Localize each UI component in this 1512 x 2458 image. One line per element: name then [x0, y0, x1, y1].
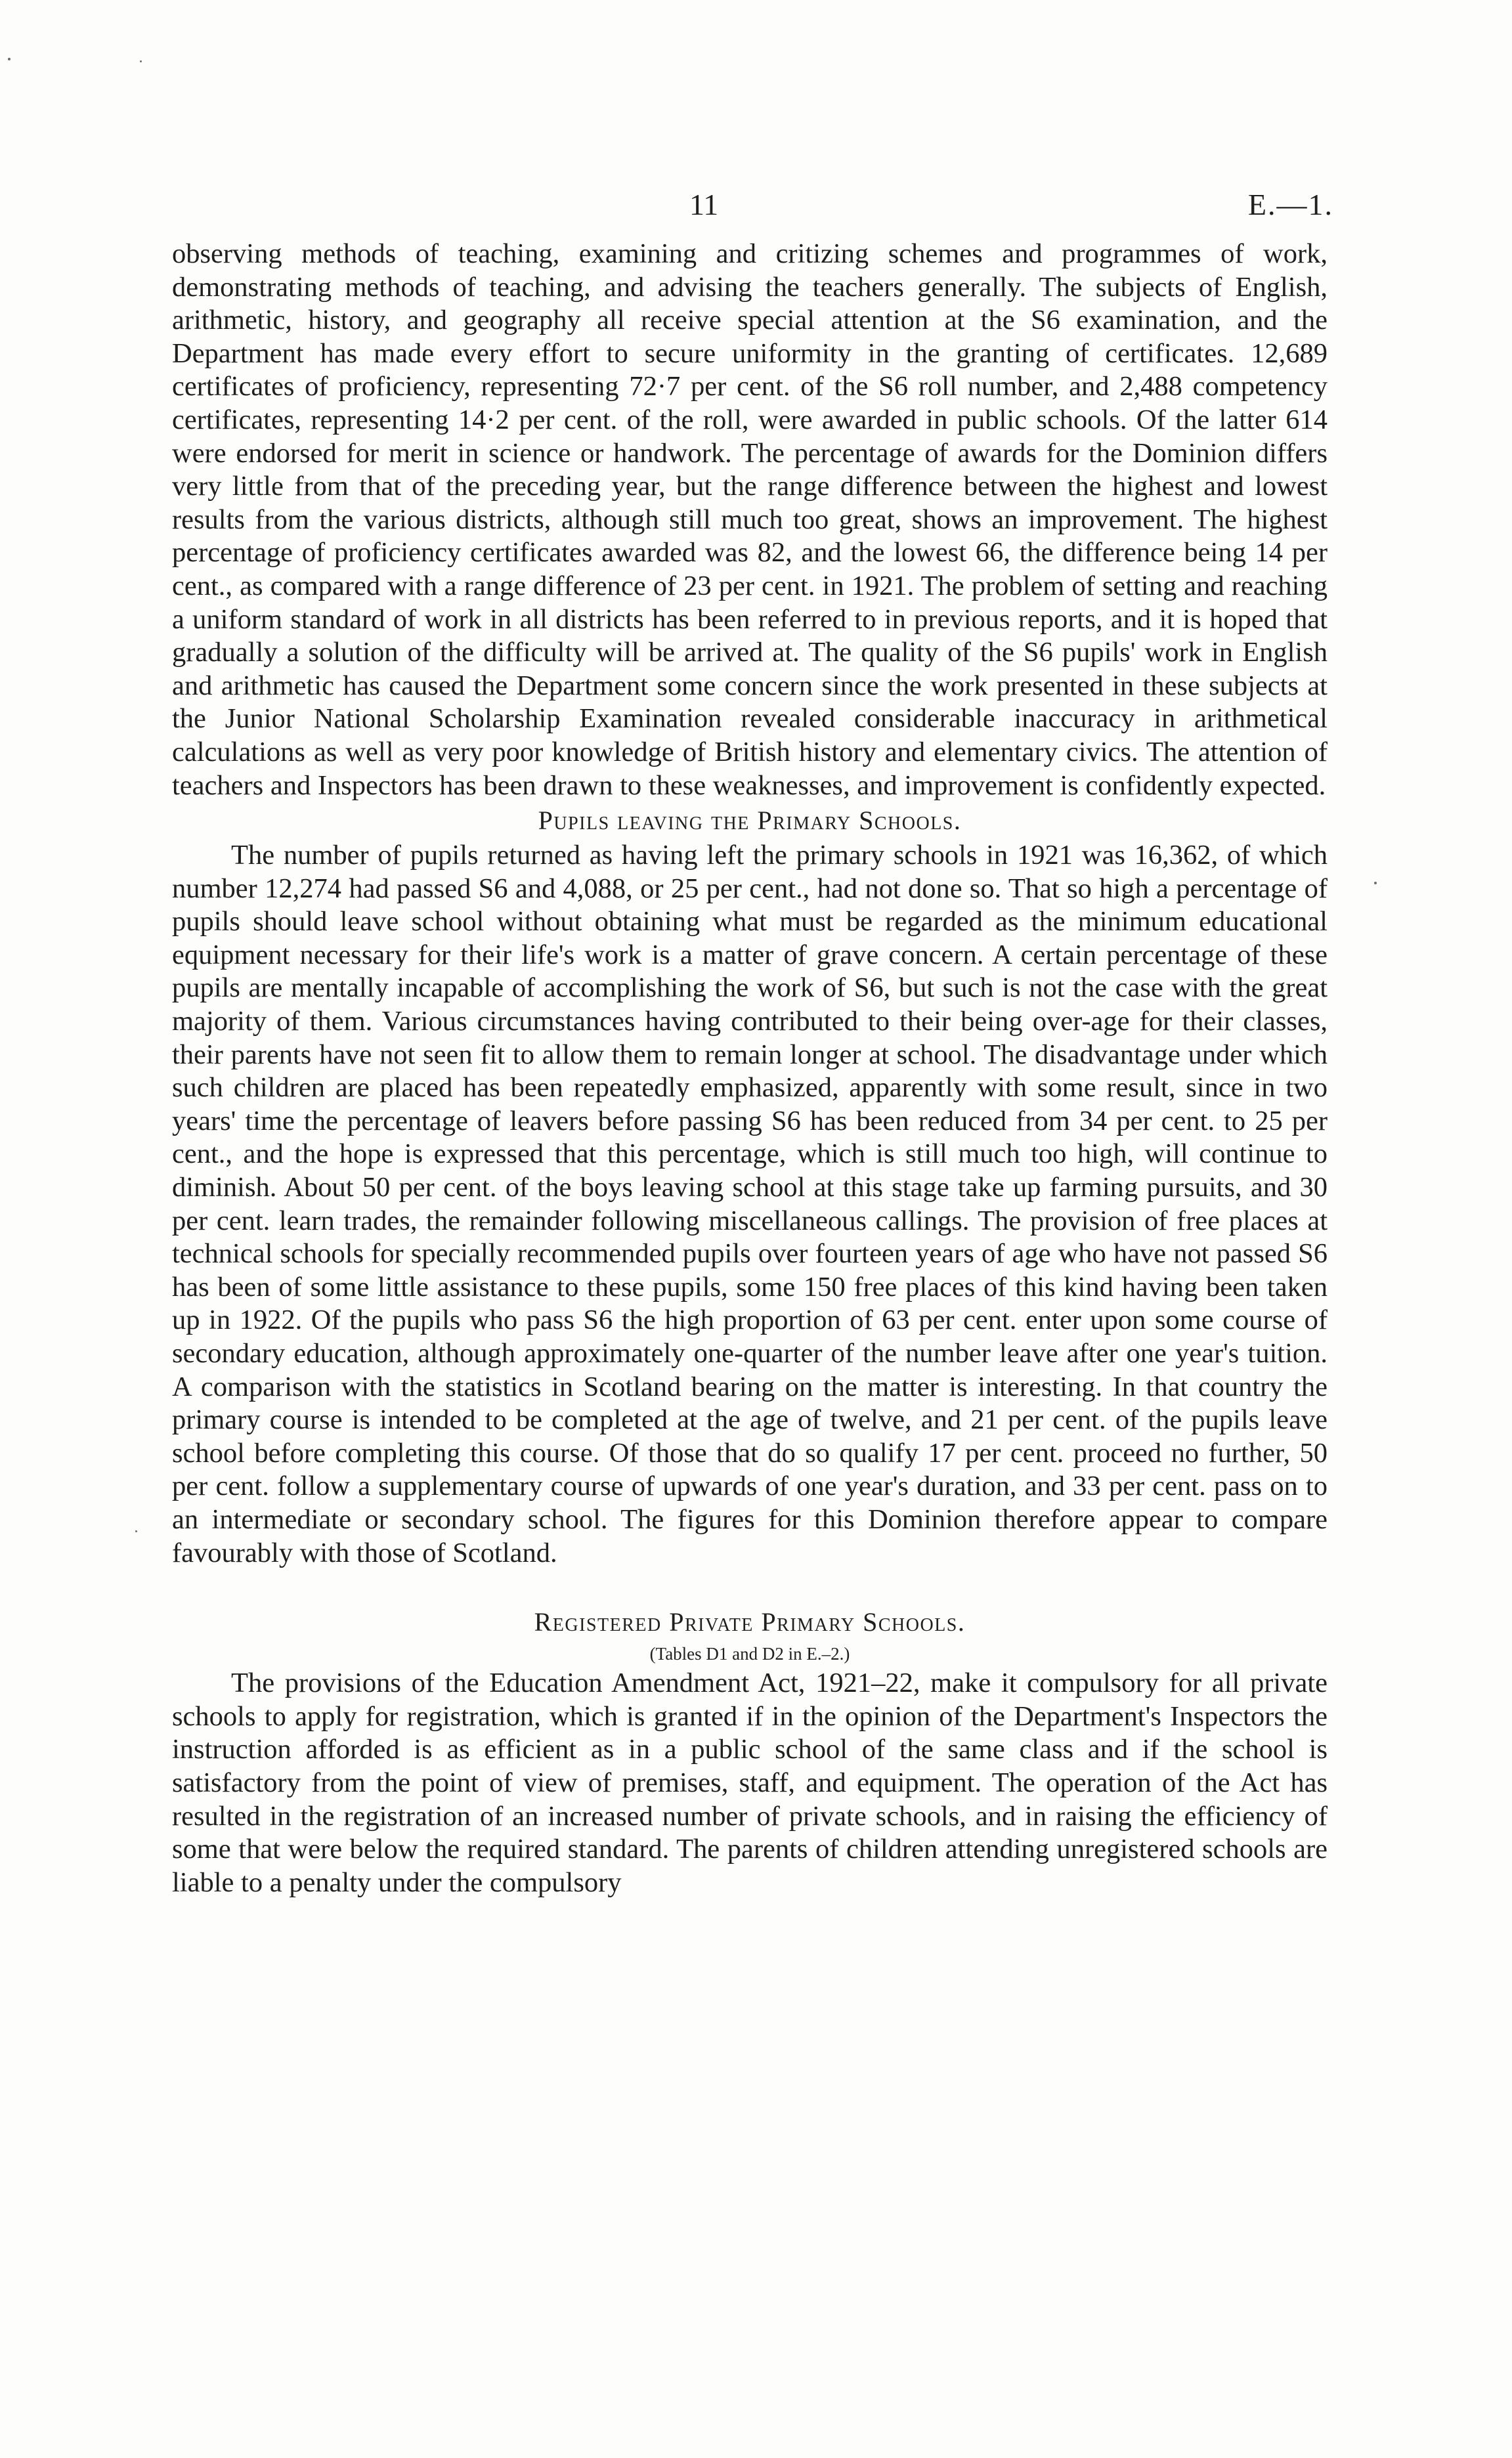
print-speck: [8, 58, 11, 60]
section-heading-pupils-leaving: Pupils leaving the Primary Schools.: [538, 806, 962, 836]
section-table-reference: (Tables D1 and D2 in E.–2.): [649, 1644, 850, 1664]
section-heading-registered-private: Registered Private Primary Schools.: [534, 1607, 966, 1637]
paragraph-continued: observing methods of teaching, examining and critizing schemes and programmes of work, demonstrating methods of teaching, and advising the teachers generally. The subjects of English, arithmetic, history, and geography all receive special attention at the S6 examination, and the Department has made every effort to secure uniformity in the granting of certificates. 12,689 certificates of proficiency, representing 72·7 per cent. of the S6 roll number, and 2,488 competency certificates, representing 14·2 per cent. of the roll, were awarded in public schools. Of the latter 614 were endorsed for merit in science or handwork. The percentage of awards for the Dominion differs very little from that of the preceding year, but the range difference between the highest and lowest results from the various districts, although still much too great, shows an improvement. The highest percentage of proficiency certificates awarded was 82, and the lowest 66, the difference being 14 per cent., as compared with a range difference of 23 per cent. in 1921. The problem of setting and reaching a uniform standard of work in all districts has been referred to in previous reports, and it is hoped that gradually a solution of the difficulty will be arrived at. The quality of the S6 pupils' work in English and arithmetic has caused the Department some concern since the work presented in these subjects at the Junior National Scholarship Examination revealed considerable inaccuracy in arithmetical calculations as well as very poor knowledge of British history and elementary civics. The attention of teachers and Inspectors has been drawn to these weaknesses, and improvement is confidently expected.: [172, 238, 1328, 801]
page-body: [172, 238, 1328, 1899]
print-speck: [1374, 882, 1377, 884]
paragraph-pupils-leaving: The number of pupils returned as having left the primary schools in 1921 was 16,362, of which number 12,274 had passed S6 and 4,088, or 25 per cent., had not done so. That so high a percentage of pupils should leave school without obtaining what must be regarded as the minimum educational equipment necessary for their life's work is a matter of grave concern. A certain percentage of these pupils are mentally incapable of accomplishing the work of S6, but such is not the case with the great majority of them. Various circumstances having contributed to their being over-age for their classes, their parents have not seen fit to allow them to remain longer at school. The disadvantage under which such children are placed has been repeatedly emphasized, apparently with some result, since in two years' time the percentage of leavers before passing S6 has been reduced from 34 per cent. to 25 per cent., and the hope is expressed that this percentage, which is still much too high, will continue to diminish. About 50 per cent. of the boys leaving school at this stage take up farming pursuits, and 30 per cent. learn trades, the remainder following miscellaneous callings. The provision of free places at technical schools for specially recommended pupils over fourteen years of age who have not passed S6 has been of some little assistance to these pupils, some 150 free places of this kind having been taken up in 1922. Of the pupils who pass S6 the high proportion of 63 per cent. enter upon some course of secondary education, although approximately one-quarter of the number leave after one year's tuition. A comparison with the statistics in Scotland bearing on the matter is interesting. In that country the primary course is intended to be completed at the age of twelve, and 21 per cent. of the pupils leave school before completing this course. Of those that do so qualify 17 per cent. proceed no further, 50 per cent. follow a supplementary course of upwards of one year's duration, and 33 per cent. pass on to an intermediate or secondary school. The figures for this Dominion therefore appear to compare favourably with those of Scotland.: [172, 840, 1328, 1568]
document-reference: E.—1.: [1247, 188, 1333, 221]
paragraph-registered-private: The provisions of the Education Amendment Act, 1921–22, make it compulsory for all private schools to apply for registration, which is granted if in the opinion of the Department's Inspectors the instruction afforded is as efficient as in a public school of the same class and if the school is satisfactory from the point of view of premises, staff, and equipment. The operation of the Act has resulted in the registration of an increased number of private schools, and in raising the efficiency of some that were below the required standard. The parents of children attending unregistered schools are liable to a penalty under the compulsory: [172, 1668, 1328, 1898]
page-number: 11: [689, 188, 719, 221]
page-header: [0, 185, 1512, 225]
print-speck: [135, 1530, 137, 1532]
print-speck: [140, 60, 142, 62]
